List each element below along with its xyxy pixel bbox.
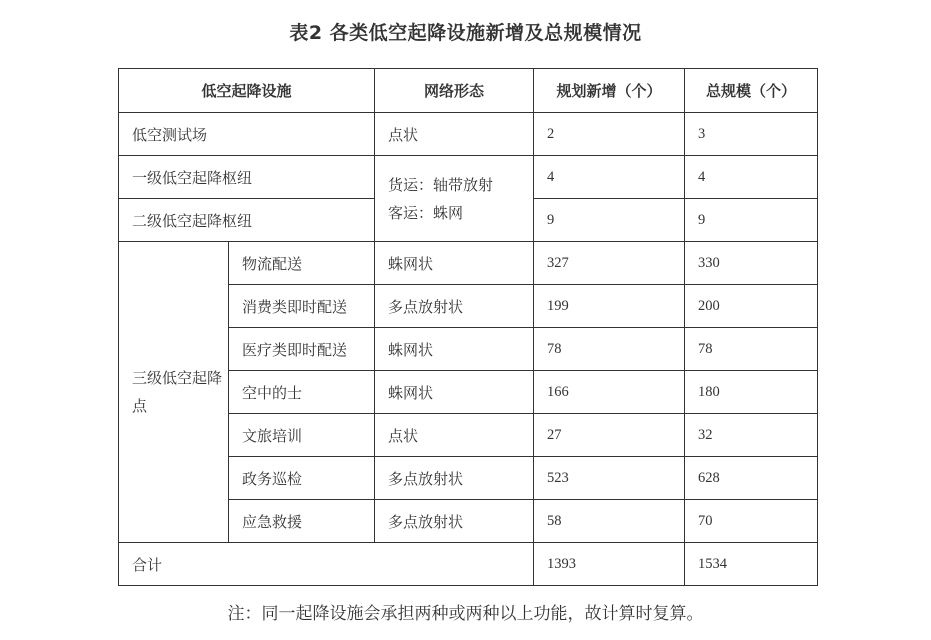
sub-facility-name: 应急救援 <box>229 500 375 543</box>
facility-name: 二级低空起降枢纽 <box>119 199 375 242</box>
network-line-passenger: 客运：蛛网 <box>388 203 464 222</box>
total-count: 4 <box>685 156 818 199</box>
network-form: 多点放射状 <box>375 500 534 543</box>
planned-sum: 1393 <box>534 543 685 586</box>
planned-count: 523 <box>534 457 685 500</box>
planned-count: 327 <box>534 242 685 285</box>
network-form-merged <box>375 156 534 242</box>
sub-facility-name: 政务巡检 <box>229 457 375 500</box>
facility-name: 低空测试场 <box>119 113 375 156</box>
planned-count: 166 <box>534 371 685 414</box>
network-form: 多点放射状 <box>375 285 534 328</box>
total-count: 9 <box>685 199 818 242</box>
table-title: 表2 各类低空起降设施新增及总规模情况 <box>289 22 642 44</box>
sub-facility-name: 空中的士 <box>229 371 375 414</box>
network-form: 蛛网状 <box>375 371 534 414</box>
table-row <box>119 242 818 285</box>
footnote: 注：同一起降设施会承担两种或两种以上功能，故计算时复算。 <box>227 604 704 624</box>
network-form: 点状 <box>375 113 534 156</box>
total-count: 330 <box>685 242 818 285</box>
header-planned: 规划新增（个） <box>534 69 685 113</box>
group-name: 三级低空起降点 <box>119 242 229 543</box>
network-form: 蛛网状 <box>375 242 534 285</box>
facility-name: 一级低空起降枢纽 <box>119 156 375 199</box>
table-row <box>119 113 818 156</box>
total-count: 3 <box>685 113 818 156</box>
planned-count: 4 <box>534 156 685 199</box>
header-facility: 低空起降设施 <box>119 69 375 113</box>
total-sum: 1534 <box>685 543 818 586</box>
total-row <box>119 543 818 586</box>
network-form: 点状 <box>375 414 534 457</box>
total-count: 628 <box>685 457 818 500</box>
total-count: 32 <box>685 414 818 457</box>
total-count: 70 <box>685 500 818 543</box>
table-row <box>119 156 818 199</box>
header-total: 总规模（个） <box>685 69 818 113</box>
sub-facility-name: 文旅培训 <box>229 414 375 457</box>
planned-count: 58 <box>534 500 685 543</box>
sub-facility-name: 消费类即时配送 <box>229 285 375 328</box>
sub-facility-name: 物流配送 <box>229 242 375 285</box>
planned-count: 2 <box>534 113 685 156</box>
planned-count: 199 <box>534 285 685 328</box>
total-count: 78 <box>685 328 818 371</box>
network-line-freight: 货运：轴带放射 <box>388 175 494 194</box>
facilities-table <box>118 68 818 586</box>
sub-facility-name: 医疗类即时配送 <box>229 328 375 371</box>
header-row <box>119 69 818 113</box>
total-label: 合计 <box>119 543 534 586</box>
total-count: 200 <box>685 285 818 328</box>
total-count: 180 <box>685 371 818 414</box>
planned-count: 27 <box>534 414 685 457</box>
network-form: 蛛网状 <box>375 328 534 371</box>
header-network: 网络形态 <box>375 69 534 113</box>
planned-count: 78 <box>534 328 685 371</box>
network-form: 多点放射状 <box>375 457 534 500</box>
planned-count: 9 <box>534 199 685 242</box>
